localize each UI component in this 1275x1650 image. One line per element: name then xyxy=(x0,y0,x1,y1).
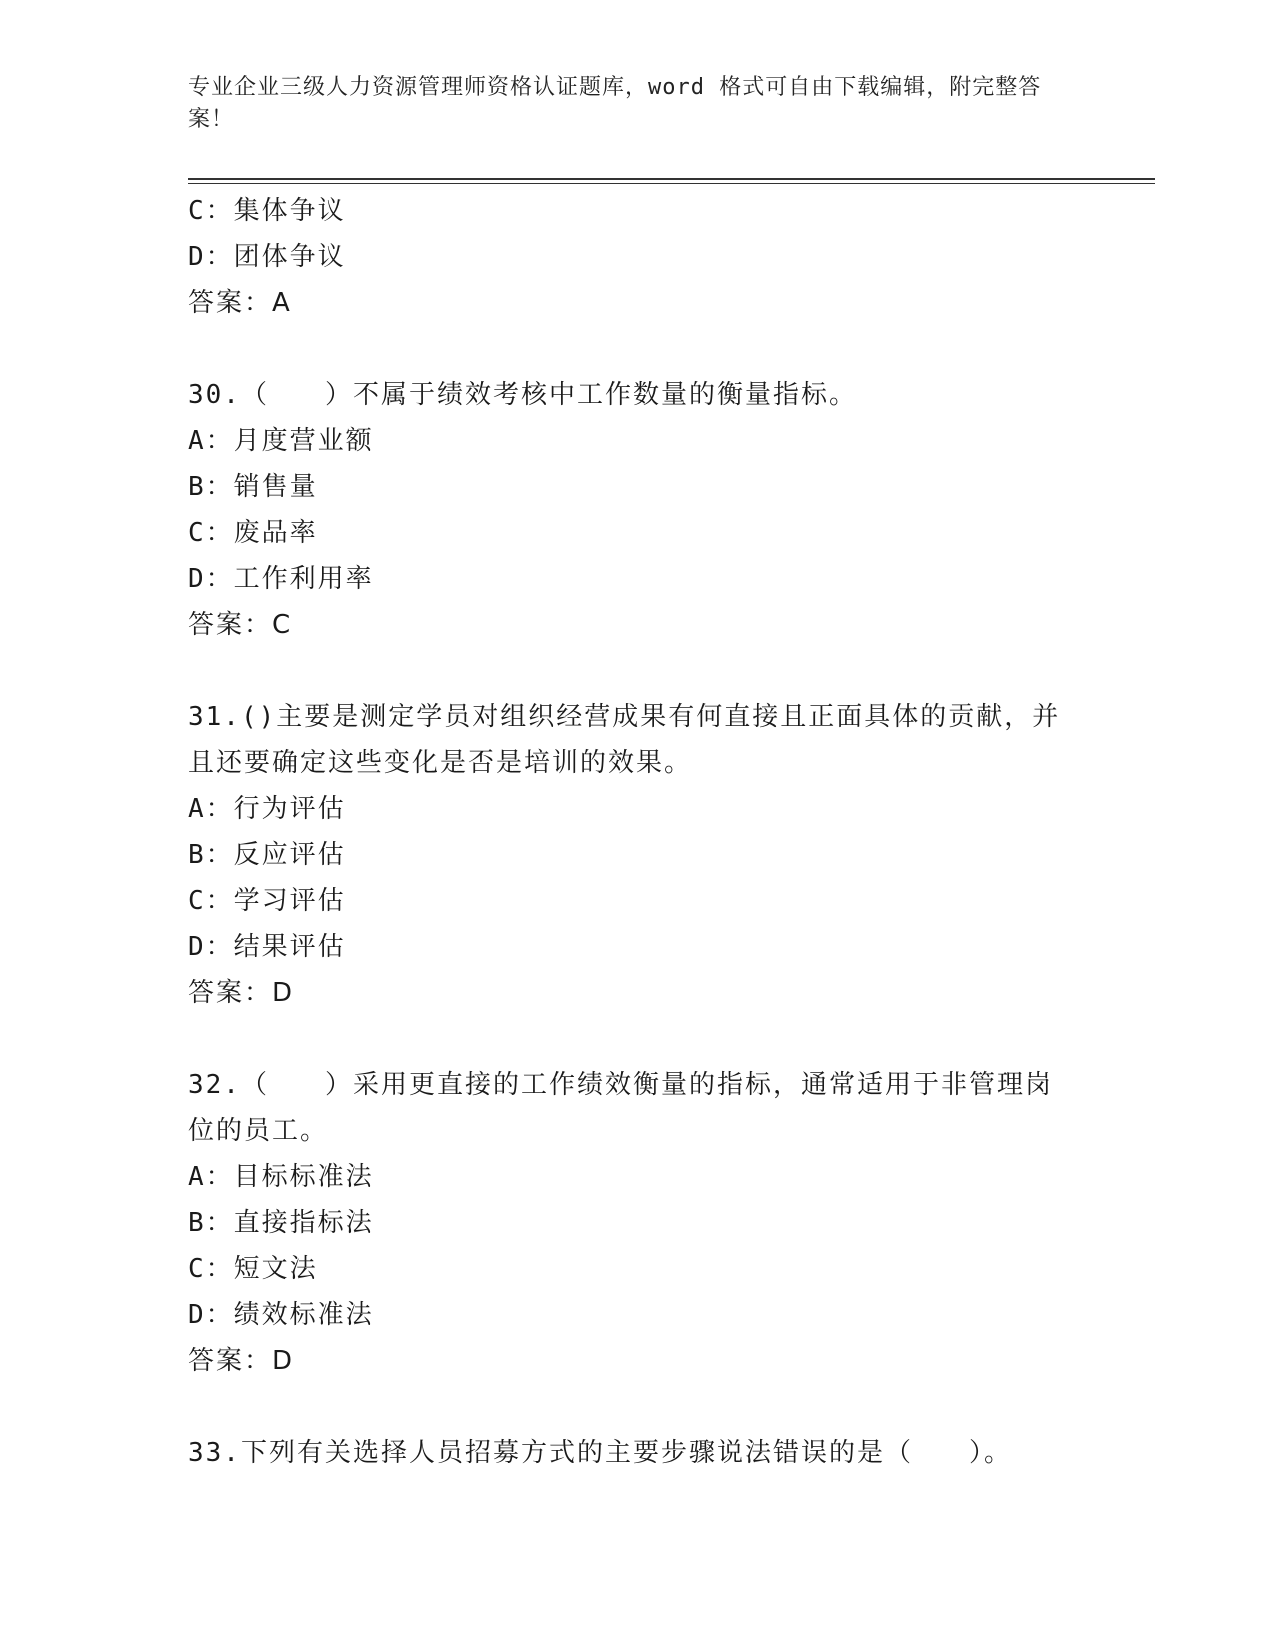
option-c: C：废品率 xyxy=(188,518,318,548)
question-stem: 30.（ ）不属于绩效考核中工作数量的衡量指标。 xyxy=(188,380,857,410)
option-d: D：结果评估 xyxy=(188,932,346,962)
question-30 xyxy=(188,372,1088,648)
prev-question xyxy=(188,188,1088,326)
option-b: B：销售量 xyxy=(188,472,318,502)
question-list xyxy=(188,188,1088,1476)
answer-line: 答案：D xyxy=(188,978,295,1008)
question-stem: 32.（ ）采用更直接的工作绩效衡量的指标，通常适用于非管理岗位的员工。 xyxy=(188,1070,1053,1146)
question-stem: 31.()主要是测定学员对组织经营成果有何直接且正面具体的贡献，并且还要确定这些变化是否是培训的效果。 xyxy=(188,702,1061,778)
question-33 xyxy=(188,1430,1088,1476)
answer-line: 答案：D xyxy=(188,1346,295,1376)
option-d: D：绩效标准法 xyxy=(188,1300,374,1330)
question-31 xyxy=(188,694,1088,1016)
header-divider xyxy=(188,178,1155,180)
option-d: D：团体争议 xyxy=(188,242,346,272)
option-c: C：集体争议 xyxy=(188,196,346,226)
page-header: 专业企业三级人力资源管理师资格认证题库，word 格式可自由下载编辑，附完整答案！ xyxy=(188,75,1042,132)
option-c: C：短文法 xyxy=(188,1254,318,1284)
header-divider-thin xyxy=(188,183,1155,184)
answer-line: 答案：C xyxy=(188,610,293,640)
option-d: D：工作利用率 xyxy=(188,564,374,594)
option-a: A：目标标准法 xyxy=(188,1162,374,1192)
question-stem: 33.下列有关选择人员招募方式的主要步骤说法错误的是（ ）。 xyxy=(188,1438,1012,1468)
option-a: A：月度营业额 xyxy=(188,426,374,456)
answer-line: 答案：A xyxy=(188,288,292,318)
option-b: B：直接指标法 xyxy=(188,1208,374,1238)
option-b: B：反应评估 xyxy=(188,840,346,870)
question-32 xyxy=(188,1062,1088,1384)
option-a: A：行为评估 xyxy=(188,794,346,824)
option-c: C：学习评估 xyxy=(188,886,346,916)
